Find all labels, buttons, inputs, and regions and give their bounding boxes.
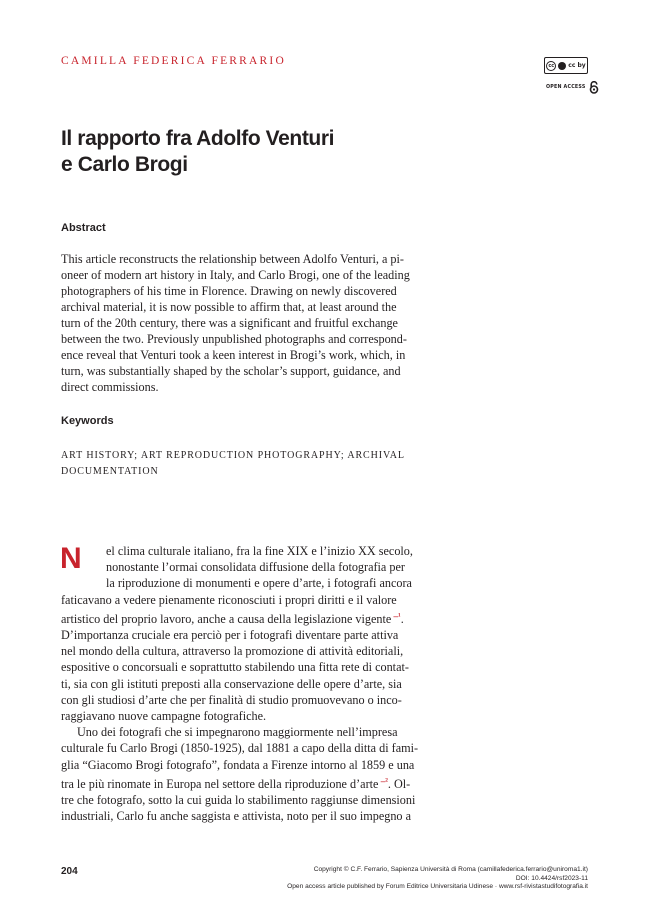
cc-license-badge[interactable] (544, 57, 588, 74)
open-access-lock-icon (589, 81, 599, 94)
body-line: ti, sia con gli istituti preposti alla conservazione delle opere d’arte, sia (61, 676, 402, 691)
abstract-line: turn of the 20th century, there was a significant and fruitful exchange (61, 316, 398, 330)
body-line: glia “Giacomo Brogi fotografo”, fondata a Firenze intorno al 1859 e una (61, 757, 415, 772)
keywords-line: ART HISTORY; ART REPRODUCTION PHOTOGRAPHY; ARCHIVAL (61, 450, 405, 461)
abstract-line: ence reveal that Venturi took a keen interest in Brogi’s work, which, in (61, 348, 406, 362)
body-text (61, 543, 418, 824)
title-line: e Carlo Brogi (61, 153, 188, 176)
copyright-footer (287, 866, 588, 892)
body-line: nel mondo della cultura, attraverso la promozione di attività editoriali, (61, 644, 404, 659)
body-line: con gli studiosi d’arte che per finalità di studio promuovevano o inco- (61, 692, 402, 707)
body-line-with-footnote (61, 773, 418, 792)
abstract-line: oneer of modern art history in Italy, and Carlo Brogi, one of the leading (61, 268, 410, 282)
abstract-line: photographers of his time in Florence. Drawing on newly discovered (61, 284, 397, 298)
body-line: la riproduzione di monumenti e opere d’arte, i fotografi ancora (106, 576, 412, 591)
body-line: faticavano a vedere pienamente riconosciuti i propri diritti e il valore (61, 592, 397, 607)
body-line: artistico del proprio lavoro, anche a causa della legislazione vigente (61, 611, 392, 626)
footer-line: DOI: 10.4424/rsf2023-11 (515, 874, 588, 882)
footnote-ref-2[interactable]: –² (378, 775, 388, 786)
body-line-with-footnote (61, 608, 418, 627)
keywords-heading: Keywords (61, 415, 114, 427)
abstract-line: archival material, it is now possible to affirm that, at least around the (61, 300, 397, 314)
license-label: cc by (568, 62, 586, 69)
footer-line: Open access article published by Forum Editrice Universitaria Udinese · www.rsf-rivistastudifotografia.it (287, 883, 588, 891)
body-line: industriali, Carlo fu anche saggista e attivista, noto per il suo impegno a (61, 809, 411, 824)
body-line: tra le più rinomate in Europa nel settore della riproduzione d’arte (61, 776, 379, 791)
abstract-line: between the two. Previously unpublished photographs and correspond- (61, 332, 407, 346)
keywords-text (61, 448, 405, 479)
keywords-line: DOCUMENTATION (61, 465, 159, 477)
body-line: D’importanza cruciale era perciò per i fotografi diventare parte attiva (61, 628, 399, 643)
footer-line: Copyright © C.F. Ferrario, Sapienza Università di Roma (camillafederica.ferrario@uniroma1.it) (313, 866, 588, 873)
footnote-ref-1[interactable]: –¹ (391, 610, 401, 621)
abstract-heading: Abstract (61, 222, 106, 234)
title-line: Il rapporto fra Adolfo Venturi (61, 127, 335, 150)
open-access-label: OPEN ACCESS (546, 85, 586, 90)
abstract-line: turn, was substantially shaped by the scholar’s support, guidance, and (61, 364, 401, 378)
body-line: espositive o concorsuali e soprattutto stabilendo una fitta rete di contat- (61, 660, 409, 675)
body-line: nonostante l’ormai consolidata diffusione della fotografia per (106, 560, 405, 575)
attribution-icon (558, 62, 566, 70)
body-line: el clima culturale italiano, fra la fine XIX e l’inizio XX secolo, (106, 544, 413, 558)
author-name: CAMILLA FEDERICA FERRARIO (61, 55, 286, 67)
body-line: Uno dei fotografi che si impegnarono maggiormente nell’impresa (77, 725, 398, 740)
body-line: raggiavano nuove campagne fotografiche. (61, 709, 267, 724)
abstract-line: direct commissions. (61, 380, 159, 394)
body-line: culturale fu Carlo Brogi (1850-1925), dal 1881 a capo della ditta di fami- (61, 741, 419, 756)
cc-icon: cc (546, 61, 556, 71)
footnote-tail: . (400, 611, 404, 626)
drop-cap: N (60, 542, 82, 575)
open-access-mark (546, 81, 599, 94)
abstract-text (61, 251, 410, 395)
abstract-line: This article reconstructs the relationship between Adolfo Venturi, a pi- (61, 252, 404, 266)
article-title (61, 126, 334, 178)
footnote-tail: . Ol- (387, 776, 411, 791)
page-number: 204 (61, 866, 78, 877)
body-line: tre che fotografo, sotto la cui guida lo stabilimento raggiunse dimensioni (61, 793, 416, 808)
